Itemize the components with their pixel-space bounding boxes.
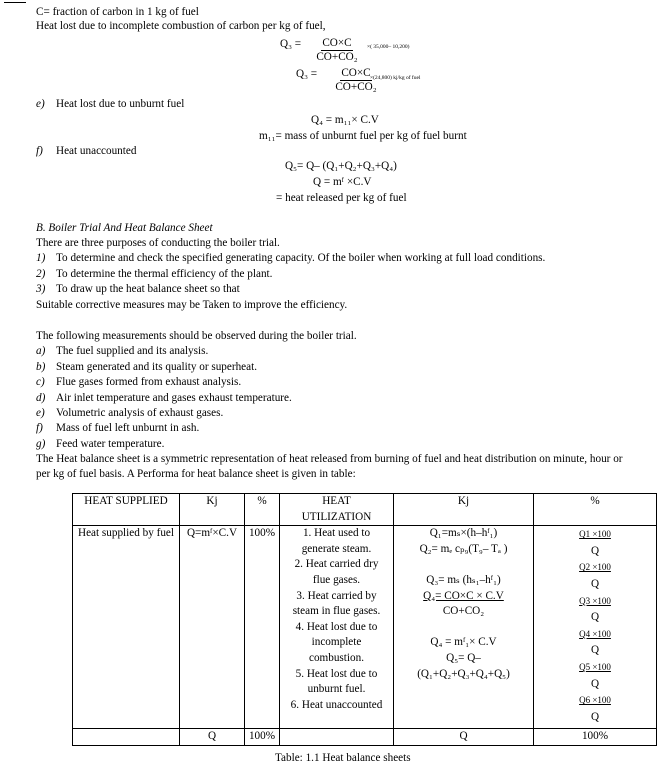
percent-numerator: Q6 ×100 [579,695,611,706]
percent-numerator: Q3 ×100 [579,595,611,606]
incomplete-combustion-line: Heat lost due to incomplete combustion of carbon per kg of fuel, [36,20,326,32]
q3a-num: CO×C [322,37,352,49]
list-item: 1. Heat used to [302,527,371,540]
table-total-row [73,729,657,746]
list-item: Q₁=mₛ×(h–hᶠ₁) [429,527,498,540]
list-item: CO+CO₂ [442,605,485,618]
carbon-fraction-line: C= fraction of carbon in 1 kg of fuel [36,6,199,18]
list-item: Q₄ = mᶠ₁× C.V [430,636,497,649]
percent-denominator: Q [590,644,600,657]
q3b-den: CO+CO₂ [335,81,377,93]
heat-balance-table [72,493,657,746]
heat-released-note: = heat released per kg of fuel [276,192,407,204]
percent-numerator: Q5 ×100 [579,661,611,672]
measurement-e-num: e) [36,407,45,419]
list-item: 5. Heat lost due to [295,667,378,680]
f-label: f) [36,145,43,157]
f-text: Heat unaccounted [56,145,137,157]
list-item: 2. Heat carried dry [294,558,379,571]
percent-numerator: Q4 ×100 [579,628,611,639]
total-percent-2: 100% [534,729,657,746]
e-text: Heat lost due to unburnt fuel [56,98,185,110]
percent-numerator: Q1 ×100 [579,529,611,540]
percent-denominator: Q [590,577,600,590]
q3a-lhs: Q₃ = [280,38,302,50]
header-util-line1: HEAT [322,495,351,507]
q3a-fraction [311,37,363,64]
percent-denominator: Q [590,677,600,690]
q5-equation: Q₅= Q– (Q₁+Q₂+Q₃+Q₄) [285,160,397,172]
purposes-intro: There are three purposes of conducting the boiler trial. [36,237,280,249]
purpose-2-num: 2) [36,268,46,280]
purpose-2-text: To determine the thermal efficiency of the plant. [56,268,273,280]
heat-supplied-by-fuel: Heat supplied by fuel [73,526,180,729]
header-percent: % [245,494,280,526]
list-item: unburnt fuel. [307,683,366,696]
header-kj-2: Kj [394,494,534,526]
list-item: combustion. [308,651,364,664]
percent-denominator: Q [590,710,600,723]
measurement-c-num: c) [36,376,45,388]
list-item: 6. Heat unaccounted [290,698,383,711]
table-header-row [73,494,657,526]
paragraph-line-1: The Heat balance sheet is a symmetric representation of heat released from burning of fuel and heat distribution on minute, hour or [36,453,623,465]
q3b-num: CO×C [341,67,371,79]
measurements-intro: The following measurements should be observed during the boiler trial. [36,330,357,342]
purpose-3-text: To draw up the heat balance sheet so that [56,283,240,295]
section-b-heading: B. Boiler Trial And Heat Balance Sheet [36,222,213,234]
q-equation: Q = mᶠ ×C.V [313,176,372,188]
measurement-e-text: Volumetric analysis of exhaust gases. [56,407,224,419]
list-item: incomplete [311,636,362,649]
purpose-1-text: To determine and check the specified generating capacity. Of the boiler when working at full load conditions. [56,252,546,264]
list-item: generate steam. [301,542,372,555]
q4-equation: Q₄ = m₁₁× C.V [311,114,379,126]
utilization-list [280,526,394,729]
list-item: Q₄= CO×C × C.V [423,589,504,602]
utilization-kj-list [394,526,534,729]
header-heat-supplied: HEAT SUPPLIED [73,494,180,526]
measurement-d-text: Air inlet temperature and gases exhaust temperature. [56,392,292,404]
header-percent-2: % [534,494,657,526]
q3a-den: CO+CO₂ [316,51,358,63]
top-rule [4,2,26,3]
q3b-tail: ×(24,800) kj/kg of fuel [370,75,421,81]
list-item: Q₅= Q– [446,651,481,664]
measurement-d-num: d) [36,392,46,404]
e-label: e) [36,98,45,110]
utilization-percent-list [534,526,657,729]
measurement-g-num: g) [36,438,46,450]
total-kj: Q [180,729,245,746]
list-item: Q₃= mₛ (hₛ₁–hᶠ₁) [426,573,501,586]
header-heat-utilization [280,494,394,526]
measurement-a-text: The fuel supplied and its analysis. [56,345,209,357]
header-kj: Kj [180,494,245,526]
header-util-line2: UTILIZATION [301,510,372,523]
supplied-percent: 100% [245,526,280,729]
percent-denominator: Q [590,544,600,557]
list-item: flue gases. [312,573,361,586]
total-percent: 100% [245,729,280,746]
measurement-b-text: Steam generated and its quality or superheat. [56,361,257,373]
measurement-f-text: Mass of fuel left unburnt in ash. [56,422,200,434]
supplied-kj-value: Q=mᶠ×C.V [180,526,245,729]
list-item: 4. Heat lost due to [295,620,378,633]
total-kj-2: Q [394,729,534,746]
q3a-tail: ×( 35,000– 10,200) [367,44,410,50]
list-item: 3. Heat carried by [296,589,377,602]
percent-numerator: Q2 ×100 [579,562,611,573]
measurement-f-num: f) [36,422,43,434]
list-item: steam in flue gases. [292,605,381,618]
list-item: (Q₁+Q₂+Q₃+Q₄+Q₅) [417,667,510,680]
unburnt-mass-definition: m₁₁= mass of unburnt fuel per kg of fuel burnt [259,130,467,142]
purpose-3-num: 3) [36,283,46,295]
measurement-c-text: Flue gases formed from exhaust analysis. [56,376,242,388]
percent-denominator: Q [590,611,600,624]
measurement-a-num: a) [36,345,46,357]
measurement-b-num: b) [36,361,46,373]
measurement-g-text: Feed water temperature. [56,438,165,450]
table-row [73,526,657,729]
list-item: Q₂= mₑ cₚ₉(T₉– Tₐ ) [419,542,508,555]
suitable-measures: Suitable corrective measures may be Taken to improve the efficiency. [36,299,348,311]
paragraph-line-2: per kg of fuel basis. A Performa for heat balance sheet is given in table: [36,468,356,480]
q3b-lhs: Q₃ = [296,68,318,80]
purpose-1-num: 1) [36,252,46,264]
table-caption: Table: 1.1 Heat balance sheets [275,752,411,764]
